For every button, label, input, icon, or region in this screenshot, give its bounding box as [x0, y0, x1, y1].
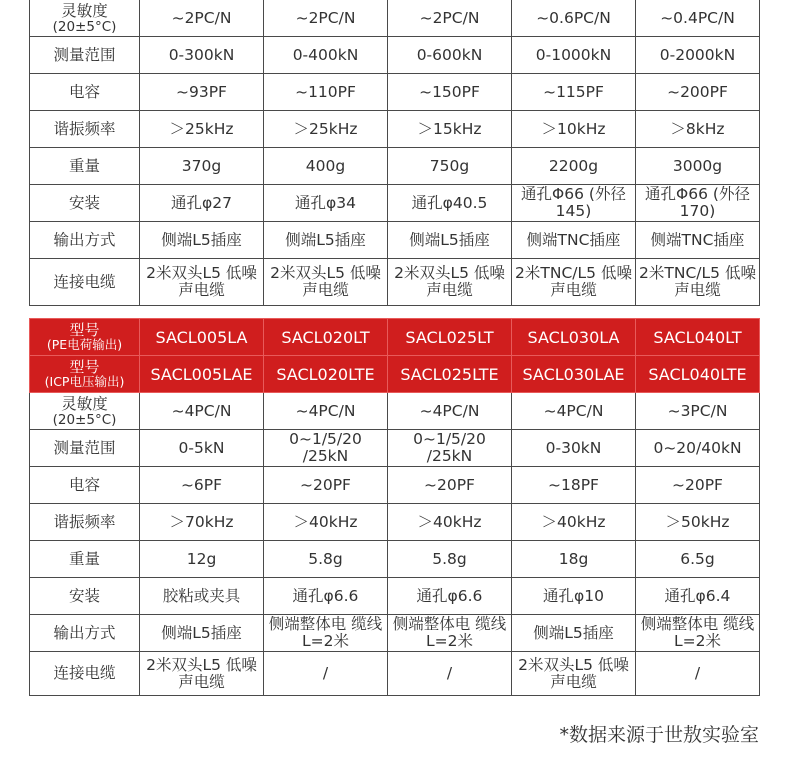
- row-sensitivity: [30, 0, 760, 37]
- model-name: SACL030LAE: [512, 356, 636, 393]
- row-label: 连接电缆: [30, 652, 140, 696]
- model-name: SACL040LT: [636, 319, 760, 356]
- cell: 370g: [140, 148, 264, 185]
- row-label: 输出方式: [30, 615, 140, 652]
- cell: 2米双头L5 低噪声电缆: [512, 652, 636, 696]
- cell: 通孔φ6.4: [636, 578, 760, 615]
- row-output: [30, 615, 760, 652]
- row-resonance: [30, 504, 760, 541]
- row-mounting: [30, 185, 760, 222]
- cell: 侧端L5插座: [140, 222, 264, 259]
- cell: ~6PF: [140, 467, 264, 504]
- cell: 0-300kN: [140, 37, 264, 74]
- row-label: 输出方式: [30, 222, 140, 259]
- cell: ＞25kHz: [264, 111, 388, 148]
- cell: 0-600kN: [388, 37, 512, 74]
- row-sensitivity: [30, 393, 760, 430]
- cell: 侧端整体电 缆线L=2米: [388, 615, 512, 652]
- cell: ＞15kHz: [388, 111, 512, 148]
- row-label: 测量范围: [30, 37, 140, 74]
- cell: 侧端TNC插座: [636, 222, 760, 259]
- row-label: 测量范围: [30, 430, 140, 467]
- cell: 0-5kN: [140, 430, 264, 467]
- row-label: 重量: [30, 541, 140, 578]
- cell: 侧端L5插座: [140, 615, 264, 652]
- cell: ＞40kHz: [512, 504, 636, 541]
- cell: 通孔φ27: [140, 185, 264, 222]
- cell: ~2PC/N: [264, 0, 388, 37]
- cell: 侧端L5插座: [388, 222, 512, 259]
- model-name: SACL005LAE: [140, 356, 264, 393]
- cell: 通孔φ40.5: [388, 185, 512, 222]
- cell: 通孔φ6.6: [264, 578, 388, 615]
- cell: 6.5g: [636, 541, 760, 578]
- cell: ~110PF: [264, 74, 388, 111]
- cell: ~3PC/N: [636, 393, 760, 430]
- cell: 0~1/5/20 /25kN: [388, 430, 512, 467]
- cell: ~4PC/N: [512, 393, 636, 430]
- cell: ~2PC/N: [388, 0, 512, 37]
- row-output: [30, 222, 760, 259]
- cell: 通孔Φ66 (外径145): [512, 185, 636, 222]
- header-pe-models: [30, 319, 760, 356]
- cell: ~115PF: [512, 74, 636, 111]
- cell: ~18PF: [512, 467, 636, 504]
- cell: 750g: [388, 148, 512, 185]
- row-label: 安装: [30, 578, 140, 615]
- cell: 2米双头L5 低噪声电缆: [140, 259, 264, 306]
- cell: 2米TNC/L5 低噪声电缆: [636, 259, 760, 306]
- row-label: 电容: [30, 467, 140, 504]
- cell: ~20PF: [636, 467, 760, 504]
- cell: ＞10kHz: [512, 111, 636, 148]
- model-name: SACL020LT: [264, 319, 388, 356]
- cell: ~0.6PC/N: [512, 0, 636, 37]
- model-name: SACL030LA: [512, 319, 636, 356]
- row-label: 灵敏度 (20±5°C): [30, 0, 140, 37]
- model-name: SACL005LA: [140, 319, 264, 356]
- cell: ＞25kHz: [140, 111, 264, 148]
- cell: 12g: [140, 541, 264, 578]
- spec-table-2: [29, 318, 760, 696]
- cell: 通孔Φ66 (外径170): [636, 185, 760, 222]
- cell: ~2PC/N: [140, 0, 264, 37]
- row-label: 电容: [30, 74, 140, 111]
- cell: 2米双头L5 低噪声电缆: [388, 259, 512, 306]
- cell: 侧端整体电 缆线L=2米: [636, 615, 760, 652]
- row-label: 谐振频率: [30, 504, 140, 541]
- cell: 0-1000kN: [512, 37, 636, 74]
- cell: ＞50kHz: [636, 504, 760, 541]
- row-cable: [30, 259, 760, 306]
- row-resonance: [30, 111, 760, 148]
- cell: 5.8g: [388, 541, 512, 578]
- cell: 通孔φ34: [264, 185, 388, 222]
- row-label: 安装: [30, 185, 140, 222]
- cell: ~20PF: [388, 467, 512, 504]
- cell: ~93PF: [140, 74, 264, 111]
- data-source-note: *数据来源于世敖实验室: [559, 724, 759, 746]
- cell: /: [264, 652, 388, 696]
- cell: ~4PC/N: [264, 393, 388, 430]
- row-capacitance: [30, 467, 760, 504]
- cell: 通孔φ6.6: [388, 578, 512, 615]
- cell: 2米TNC/L5 低噪声电缆: [512, 259, 636, 306]
- spec-table-1: [29, 0, 760, 306]
- row-weight: [30, 541, 760, 578]
- model-name: SACL025LTE: [388, 356, 512, 393]
- cell: 2200g: [512, 148, 636, 185]
- cell: 0-30kN: [512, 430, 636, 467]
- cell: 3000g: [636, 148, 760, 185]
- cell: 18g: [512, 541, 636, 578]
- row-mounting: [30, 578, 760, 615]
- cell: 5.8g: [264, 541, 388, 578]
- cell: ＞8kHz: [636, 111, 760, 148]
- cell: 通孔φ10: [512, 578, 636, 615]
- cell: 2米双头L5 低噪声电缆: [264, 259, 388, 306]
- cell: ~20PF: [264, 467, 388, 504]
- cell: ~200PF: [636, 74, 760, 111]
- cell: 胶粘或夹具: [140, 578, 264, 615]
- cell: 0-2000kN: [636, 37, 760, 74]
- row-weight: [30, 148, 760, 185]
- cell: ＞40kHz: [388, 504, 512, 541]
- cell: 0-400kN: [264, 37, 388, 74]
- header-icp-models: [30, 356, 760, 393]
- cell: /: [636, 652, 760, 696]
- model-name: SACL020LTE: [264, 356, 388, 393]
- header-label: 型号 (PE电荷输出): [30, 319, 140, 356]
- row-cable: [30, 652, 760, 696]
- cell: ~4PC/N: [140, 393, 264, 430]
- row-label: 谐振频率: [30, 111, 140, 148]
- cell: 0~1/5/20 /25kN: [264, 430, 388, 467]
- cell: ~0.4PC/N: [636, 0, 760, 37]
- cell: ~150PF: [388, 74, 512, 111]
- cell: 侧端L5插座: [264, 222, 388, 259]
- cell: ~4PC/N: [388, 393, 512, 430]
- cell: 侧端L5插座: [512, 615, 636, 652]
- model-name: SACL025LT: [388, 319, 512, 356]
- header-label: 型号 (ICP电压输出): [30, 356, 140, 393]
- cell: 2米双头L5 低噪声电缆: [140, 652, 264, 696]
- cell: ＞70kHz: [140, 504, 264, 541]
- row-label: 重量: [30, 148, 140, 185]
- row-capacitance: [30, 74, 760, 111]
- row-label: 灵敏度 (20±5°C): [30, 393, 140, 430]
- cell: 侧端整体电 缆线L=2米: [264, 615, 388, 652]
- model-name: SACL040LTE: [636, 356, 760, 393]
- cell: 侧端TNC插座: [512, 222, 636, 259]
- cell: /: [388, 652, 512, 696]
- row-range: [30, 37, 760, 74]
- row-label: 连接电缆: [30, 259, 140, 306]
- row-range: [30, 430, 760, 467]
- cell: 400g: [264, 148, 388, 185]
- cell: ＞40kHz: [264, 504, 388, 541]
- cell: 0~20/40kN: [636, 430, 760, 467]
